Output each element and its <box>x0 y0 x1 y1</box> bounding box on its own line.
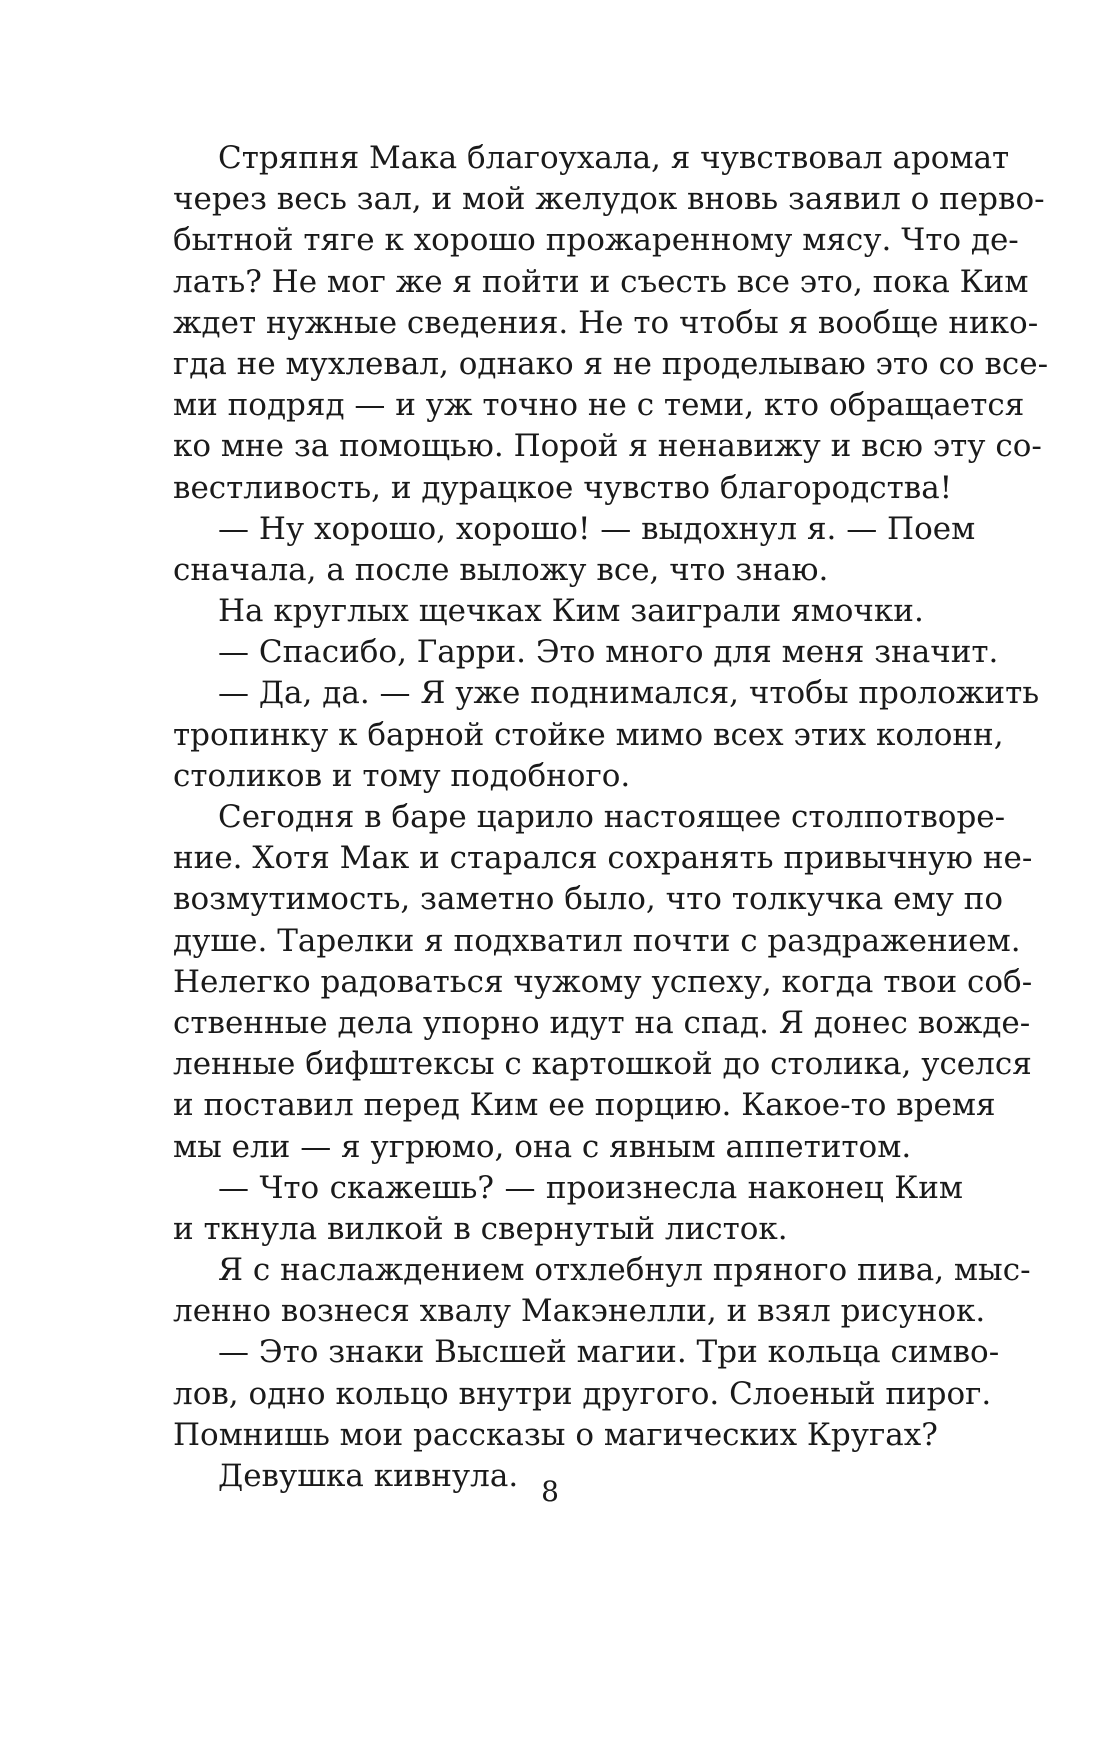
text-line: ленно вознеся хвалу Макэнелли, и взял рисунок. <box>173 1293 986 1330</box>
text-line: бытной тяге к хорошо прожаренному мясу. Что де- <box>173 222 1019 259</box>
text-line: мы ели — я угрюмо, она с явным аппетитом. <box>173 1128 912 1165</box>
text-line: — Это знаки Высшей магии. Три кольца симво- <box>218 1334 1000 1371</box>
text-line: сначала, а после выложу все, что знаю. <box>173 551 829 588</box>
text-line: столиков и тому подобного. <box>173 757 631 794</box>
text-line: и ткнула вилкой в свернутый листок. <box>173 1210 788 1247</box>
text-line: Я с наслаждением отхлебнул пряного пива, мыс- <box>218 1252 1031 1289</box>
text-line: ми подряд — и уж точно не с теми, кто обращается <box>173 387 1025 424</box>
text-line: ко мне за помощью. Порой я ненавижу и всю эту со- <box>173 428 1042 465</box>
text-line: тропинку к барной стойке мимо всех этих колонн, <box>173 716 1004 753</box>
text-line: вестливость, и дурацкое чувство благородства! <box>173 469 953 506</box>
text-line: лов, одно кольцо внутри другого. Слоеный пирог. <box>173 1375 992 1412</box>
text-line: Стряпня Мака благоухала, я чувствовал аромат <box>218 140 1010 176</box>
text-line: Девушка кивнула. <box>218 1458 519 1494</box>
text-line: — Да, да. — Я уже поднимался, чтобы проложить <box>218 675 1040 712</box>
text-line: через весь зал, и мой желудок вновь заявил о перво- <box>173 181 1045 218</box>
text-line: возмутимость, заметно было, что толкучка ему по <box>173 881 1004 918</box>
page-number: 8 <box>541 1475 559 1508</box>
text-line: — Спасибо, Гарри. Это много для меня значит. <box>218 634 999 671</box>
text-line: — Что скажешь? — произнесла наконец Ким <box>218 1169 963 1206</box>
text-line: На круглых щечках Ким заиграли ямочки. <box>218 593 924 630</box>
text-line: ждет нужные сведения. Не то чтобы я вообще нико- <box>173 304 1039 341</box>
text-line: лать? Не мог же я пойти и съесть все это, пока Ким <box>173 263 1029 300</box>
text-line: и поставил перед Ким ее порцию. Какое-то время <box>173 1087 996 1124</box>
text-line: ственные дела упорно идут на спад. Я донес вожде- <box>173 1004 1031 1041</box>
text-line: Помнишь мои рассказы о магических Кругах? <box>173 1416 938 1453</box>
text-line: душе. Тарелки я подхватил почти с раздражением. <box>173 922 1021 959</box>
text-line: ние. Хотя Мак и старался сохранять привычную не- <box>173 840 1033 877</box>
body-text <box>173 138 1049 1497</box>
text-line: ленные бифштексы с картошкой до столика, уселся <box>173 1046 1032 1083</box>
text-line: гда не мухлевал, однако я не проделываю это со все- <box>173 345 1049 382</box>
text-line: Нелегко радоваться чужому успеху, когда твои соб- <box>173 963 1033 1000</box>
text-line: Сегодня в баре царило настоящее столпотворе- <box>218 799 1006 835</box>
text-line: — Ну хорошо, хорошо! — выдохнул я. — Поем <box>218 510 976 547</box>
